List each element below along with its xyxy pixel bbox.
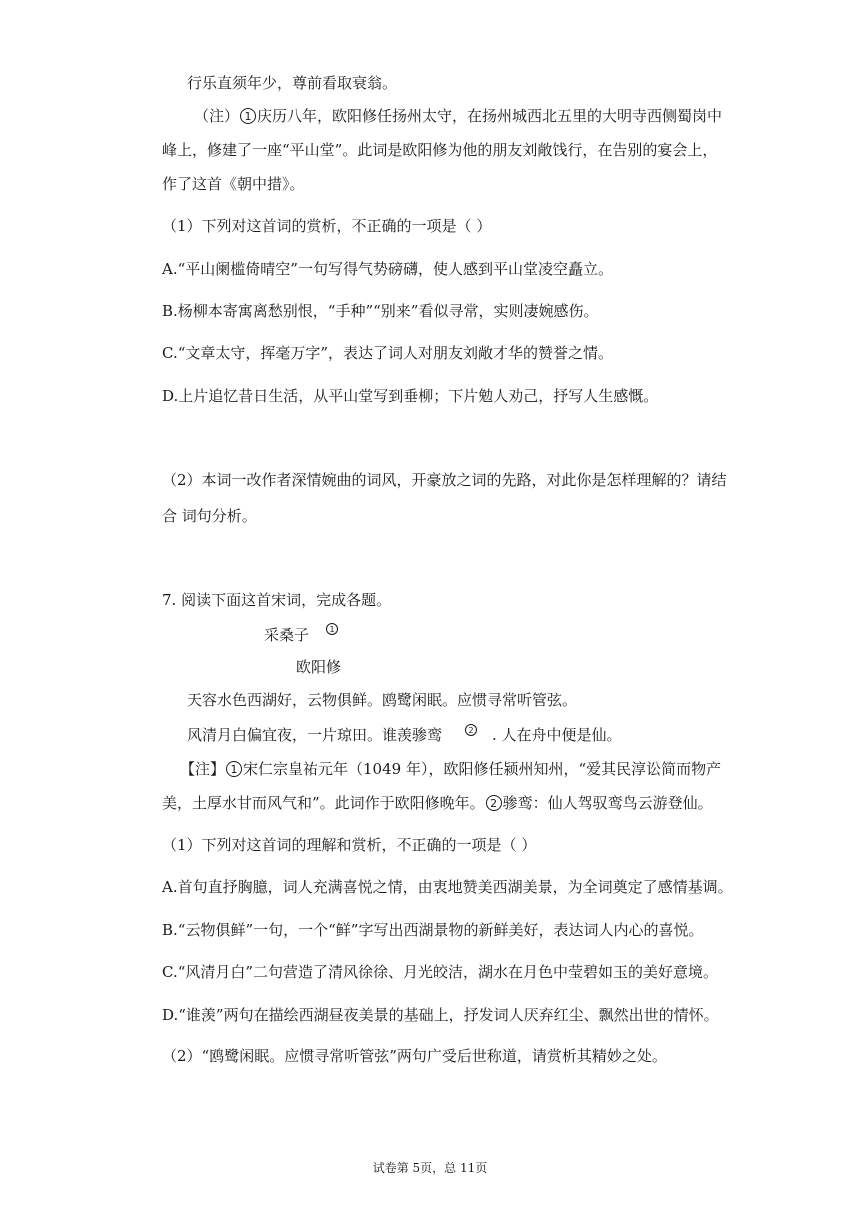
circled-number-1: 1	[226, 761, 242, 777]
q1-stem: （1）下列对这首词的赏析，不正确的一项是（ ）	[162, 217, 492, 235]
note-line-2: 峰上，修建了一座“平山堂”。此词是欧阳修为他的朋友刘敞饯行，在告别的宴会上，	[162, 141, 718, 159]
note-line-1	[194, 106, 722, 126]
circled-number-1: 1	[240, 108, 256, 124]
note2-prefix: 【注】	[180, 760, 226, 778]
poem-footnote-marker: 2	[465, 724, 477, 736]
q1-option-a: A.“平山阑槛倚晴空”一句写得气势磅礴，使人感到平山堂凌空矗立。	[162, 260, 613, 278]
note2-line-1	[180, 759, 721, 779]
q7-1-option-d: D.“谁羡”两句在描绘西湖昼夜美景的基础上，抒发词人厌弃红尘、飘然出世的情怀。	[162, 1006, 719, 1024]
note-text-1: 庆历八年，欧阳修任扬州太守，在扬州城西北五里的大明寺西侧蜀岗中	[257, 107, 723, 125]
question-7-intro: 7. 阅读下面这首宋词，完成各题。	[162, 591, 392, 609]
poem-author: 欧阳修	[296, 658, 342, 676]
q7-1-option-a: A.首句直抒胸臆，词人充满喜悦之情，由衷地赞美西湖美景，为全词奠定了感情基调。	[162, 878, 733, 896]
poem-title: 采桑子	[264, 626, 310, 644]
poem-line-1: 天容水色西湖好，云物俱鲜。鸥鹭闲眠。应惯寻常听管弦。	[187, 691, 578, 709]
q7-1-stem: （1）下列对这首词的理解和赏析，不正确的一项是（ ）	[162, 836, 537, 854]
poem-last-line: 行乐直须年少，尊前看取衰翁。	[187, 74, 398, 92]
q7-1-option-c: C.“风清月白”二句营造了清风徐徐、月光皎洁，湖水在月色中莹碧如玉的美好意境。	[162, 963, 719, 981]
note2-text-2b: 骖鸾：仙人驾驭鸾鸟云游登仙。	[502, 794, 713, 812]
q7-2-stem: （2）“鸥鹭闲眠。应惯寻常听管弦”两句广受后世称道，请赏析其精妙之处。	[162, 1047, 667, 1065]
q1-option-b: B.杨柳本寄寓离愁别恨，“手种”“别来”看似寻常，实则凄婉感伤。	[162, 302, 599, 320]
q2-line-2: 合 词句分析。	[162, 507, 257, 525]
circled-number-2: 2	[486, 795, 502, 811]
poem-line-2b: . 人在舟中便是仙。	[492, 726, 622, 744]
q2-line-1: （2）本词一改作者深情婉曲的词风，开豪放之词的先路，对此你是怎样理解的？请结	[162, 471, 727, 489]
poem-line-2a: 风清月白偏宜夜，一片琼田。谁羡骖鸾	[187, 726, 443, 744]
q7-1-option-b: B.“云物俱鲜”一句，一个“鲜”字写出西湖景物的新鲜美好，表达词人内心的喜悦。	[162, 921, 704, 939]
note-prefix: （注）	[194, 107, 240, 125]
page-footer: 试卷第 5页，总 11页	[372, 1161, 488, 1175]
q1-option-d: D.上片追忆昔日生活，从平山堂写到垂柳；下片勉人劝己，抒写人生感慨。	[162, 387, 659, 405]
q1-option-c: C.“文章太守，挥毫万字”，表达了词人对朋友刘敞才华的赞誉之情。	[162, 344, 614, 362]
note2-text-1: 宋仁宗皇祐元年（1049 年），欧阳修任颍州知州，“爱其民淳讼简而物产	[243, 760, 722, 778]
note2-line-2	[162, 793, 713, 813]
note-line-3: 作了这首《朝中措》。	[162, 175, 305, 193]
title-footnote-marker: 1	[326, 623, 338, 635]
note2-text-2a: 美，土厚水甘而风气和”。此词作于欧阳修晚年。	[162, 794, 485, 812]
